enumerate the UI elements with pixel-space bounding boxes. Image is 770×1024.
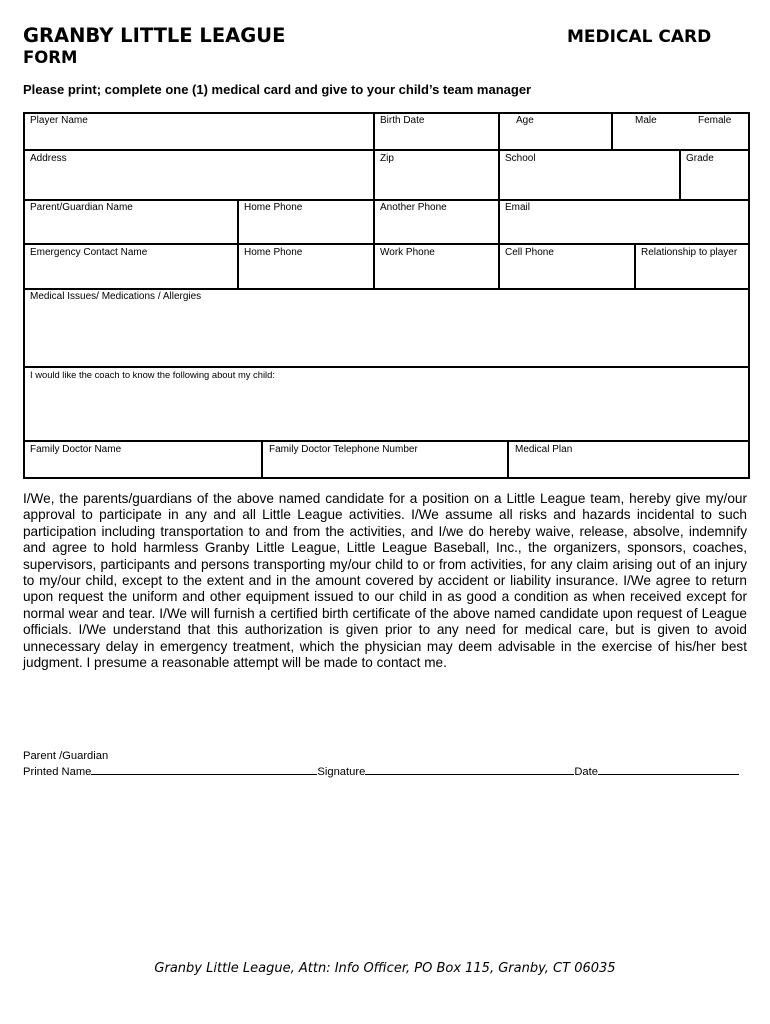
zip-field[interactable]: Zip	[380, 153, 394, 164]
card-title: MEDICAL CARD	[567, 27, 712, 47]
emergency-contact-name-field[interactable]: Emergency Contact Name	[30, 247, 148, 258]
row-divider	[25, 243, 748, 245]
grade-field[interactable]: Grade	[686, 153, 714, 164]
emergency-home-phone-field[interactable]: Home Phone	[244, 247, 303, 258]
school-field[interactable]: School	[505, 153, 536, 164]
player-name-field[interactable]: Player Name	[30, 115, 88, 126]
form-title-line2: FORM	[23, 48, 78, 67]
row-divider	[25, 440, 748, 442]
signature-label: Signature	[317, 766, 366, 778]
family-doctor-name-field[interactable]: Family Doctor Name	[30, 444, 122, 455]
birth-date-field[interactable]: Birth Date	[380, 115, 425, 126]
signature-line[interactable]	[365, 763, 574, 775]
printed-name-line[interactable]	[91, 763, 317, 775]
age-field[interactable]: Age	[516, 115, 534, 126]
family-doctor-phone-field[interactable]: Family Doctor Telephone Number	[269, 444, 418, 455]
waiver-paragraph	[23, 491, 747, 671]
medical-issues-field[interactable]: Medical Issues/ Medications / Allergies	[30, 291, 202, 302]
signature-block	[23, 749, 739, 779]
printed-name-label: Printed Name	[23, 766, 92, 778]
parent-guardian-label: Parent /Guardian	[23, 750, 109, 762]
coach-note-field[interactable]: I would like the coach to know the following about my child:	[30, 369, 275, 380]
home-phone-field[interactable]: Home Phone	[244, 202, 303, 213]
form-title: GRANBY LITTLE LEAGUE	[23, 24, 286, 47]
female-option[interactable]: Female	[698, 115, 732, 126]
work-phone-field[interactable]: Work Phone	[380, 247, 435, 258]
instructions: Please print; complete one (1) medical card and give to your child’s team manager	[23, 82, 532, 97]
date-label: Date	[574, 766, 598, 778]
date-line[interactable]	[598, 763, 739, 775]
row-divider	[25, 366, 748, 368]
address-field[interactable]: Address	[30, 153, 67, 164]
waiver-text: I/We, the parents/guardians of the above named candidate for a position on a Little League team, hereby give my/our approval to participate in any and all Little League activities. I/We assume all risks and hazards incidental to such participation including transportation to and from the activities, and I/we do hereby waive, release, absolve, indemnify and agree to hold harmless Granby Little League, Little League Baseball, Inc., the organizers, sponsors, coaches, supervisors, participants and persons transporting my/our child to or from activities, for any claim arising out of an injury to my/our child, except to the extent and in the amount covered by accident or liability insurance. I/We agree to return upon request the uniform and other equipment issued to our child in as good a condition as when received except for normal wear and tear. I/We will furnish a certified birth certificate of the above named candidate upon request of League officials. I/We understand that this authorization is given prior to any need for medical care, but is given to avoid unnecessary delay in emergency treatment, which the physician may deem advisable in the exercise of his/her best judgment. I presume a reasonable attempt will be made to contact me.	[23, 491, 747, 671]
medical-plan-field[interactable]: Medical Plan	[515, 444, 573, 455]
row-divider	[25, 199, 748, 201]
relationship-field[interactable]: Relationship to player	[641, 247, 738, 258]
another-phone-field[interactable]: Another Phone	[380, 202, 447, 213]
row-divider	[25, 149, 748, 151]
footer-address: Granby Little League, Attn: Info Officer, PO Box 115, Granby, CT 06035	[154, 961, 616, 976]
cell-phone-field[interactable]: Cell Phone	[505, 247, 554, 258]
email-field[interactable]: Email	[505, 202, 531, 213]
parent-guardian-name-field[interactable]: Parent/Guardian Name	[30, 202, 133, 213]
row-divider	[25, 288, 748, 290]
male-option[interactable]: Male	[635, 115, 657, 126]
medical-form-grid	[23, 112, 750, 479]
